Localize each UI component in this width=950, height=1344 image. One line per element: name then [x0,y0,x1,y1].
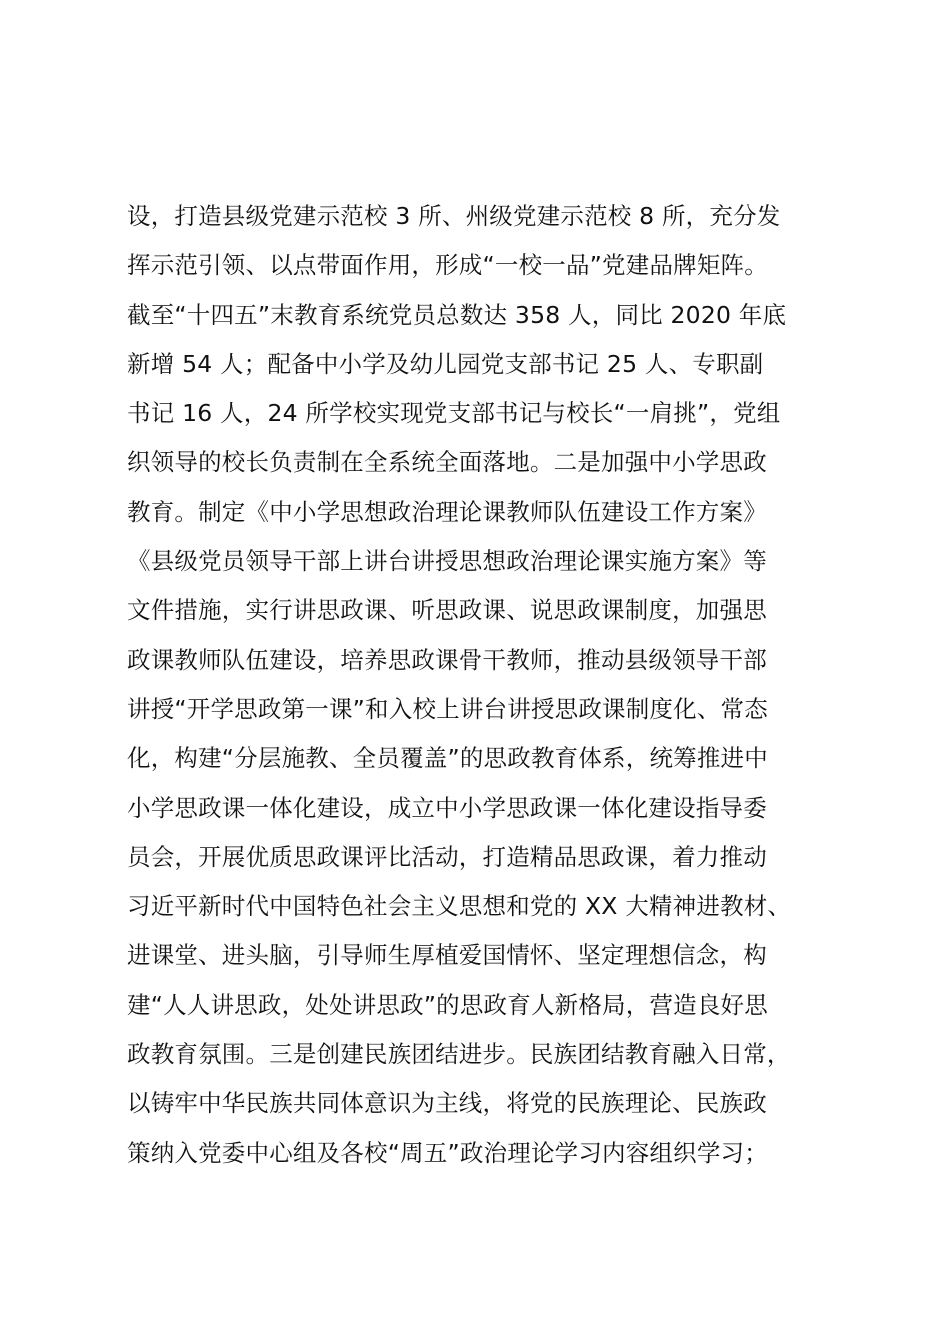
text-line: 文件措施，实行讲思政课、听思政课、说思政课制度，加强思 [127,596,767,625]
text-line: 讲授“开学思政第一课”和入校上讲台讲授思政课制度化、常态 [127,694,768,723]
text-line: 策纳入党委中心组及各校“周五”政治理论学习内容组织学习； [127,1138,768,1167]
text-line: 书记 16 人，24 所学校实现党支部书记与校长“一肩挑”，党组 [127,399,781,428]
text-line: 以铸牢中华民族共同体意识为主线，将党的民族理论、民族政 [127,1089,767,1118]
text-line: 政课教师队伍建设，培养思政课骨干教师，推动县级领导干部 [127,645,767,674]
text-line: 员会，开展优质思政课评比活动，打造精品思政课，着力推动 [127,842,767,871]
document-body-text [127,192,867,1178]
text-line: 新增 54 人；配备中小学及幼儿园党支部书记 25 人、专职副 [127,349,764,378]
text-line: 习近平新时代中国特色社会主义思想和党的 XX 大精神进教材、 [127,892,792,921]
text-line: 化，构建“分层施教、全员覆盖”的思政教育体系，统筹推进中 [127,744,768,773]
text-line: 小学思政课一体化建设，成立中小学思政课一体化建设指导委 [127,793,767,822]
text-line: 织领导的校长负责制在全系统全面落地。二是加强中小学思政 [127,448,767,477]
text-line: 设，打造县级党建示范校 3 所、州级党建示范校 8 所，充分发 [127,202,781,230]
text-line: 《县级党员领导干部上讲台讲授思想政治理论课实施方案》等 [127,547,767,576]
text-line: 教育。制定《中小学思想政治理论课教师队伍建设工作方案》 [127,497,767,526]
text-line: 建“人人讲思政，处处讲思政”的思政育人新格局，营造良好思 [127,990,768,1019]
text-line: 进课堂、进头脑，引导师生厚植爱国情怀、坚定理想信念，构 [127,941,767,970]
text-line: 政教育氛围。三是创建民族团结进步。民族团结教育融入日常， [127,1040,791,1069]
text-line: 截至“十四五”末教育系统党员总数达 358 人，同比 2020 年底 [127,300,787,329]
text-line: 挥示范引领、以点带面作用，形成“一校一品”党建品牌矩阵。 [127,251,768,280]
